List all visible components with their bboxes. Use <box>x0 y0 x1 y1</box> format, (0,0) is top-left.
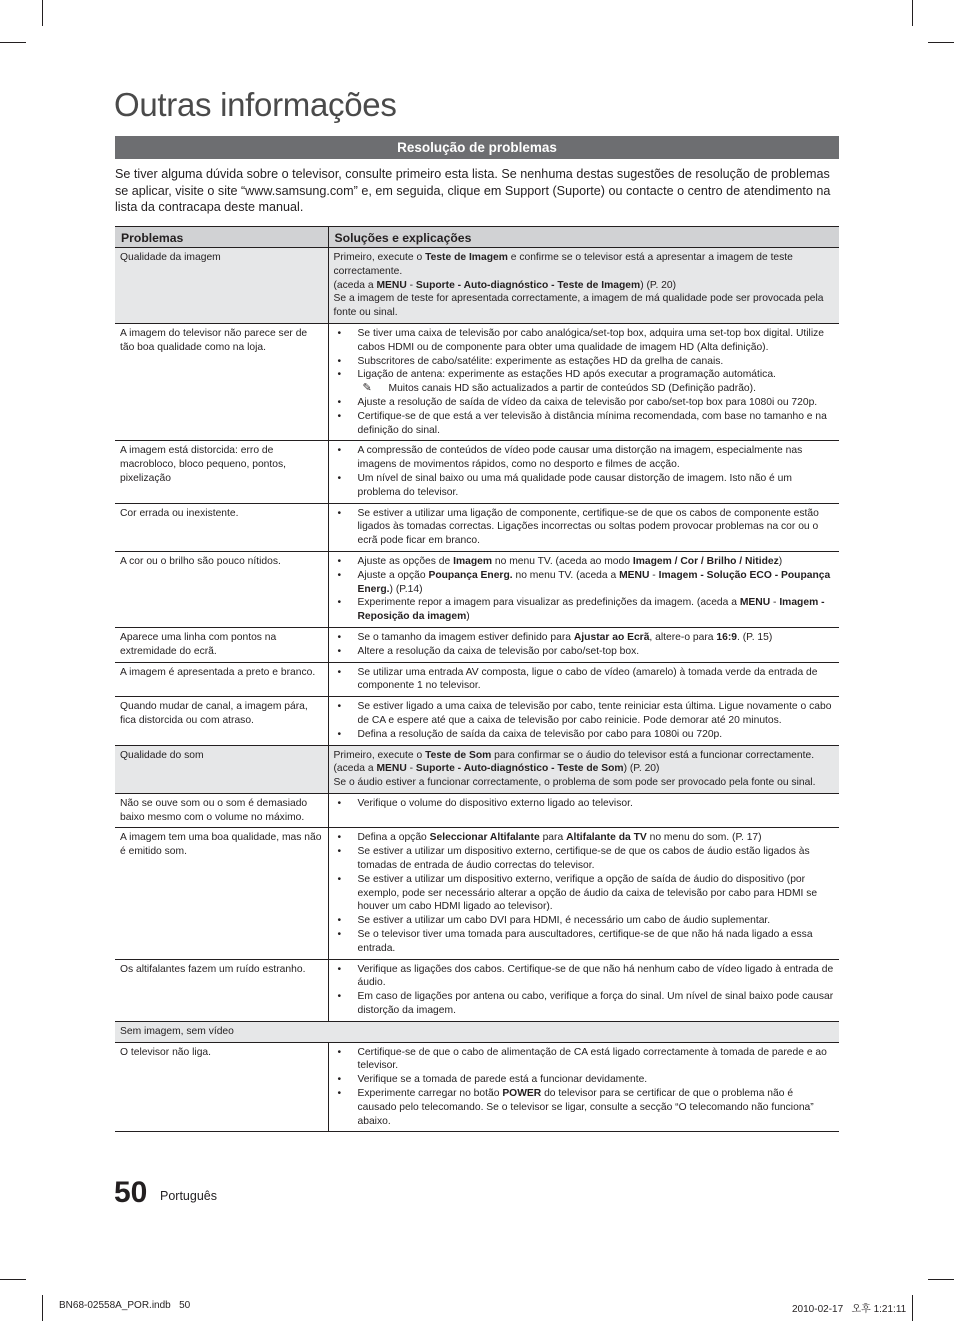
text-run: Altere a resolução da caixa de televisão por cabo/set-top box. <box>357 645 640 657</box>
table-row <box>115 323 839 440</box>
bold-text: MENU <box>376 279 407 291</box>
solution-bullet <box>334 845 835 873</box>
text-run: Se tiver uma caixa de televisão por cabo analógica/set-top box, adquira uma set-top box digital. Utilize cabos HDMI ou de componente para obter uma qualidade de imagem HD (Alta definição). <box>357 327 824 353</box>
solution-bullet <box>334 396 835 410</box>
solution-list <box>334 797 835 811</box>
crop-mark <box>0 42 26 43</box>
problem-cell: A cor ou o brilho são pouco nítidos. <box>115 551 328 627</box>
solution-bullet <box>334 666 835 694</box>
text-run: - <box>406 279 416 291</box>
solution-cell <box>328 745 839 793</box>
text-run: Certifique-se de que está a ver televisão à distância mínima recomendada, com base no tamanho e na definição do sinal. <box>357 410 827 436</box>
text-run: Defina a resolução de saída da caixa de televisão por cabo para 1080i ou 720p. <box>357 728 723 740</box>
solution-paragraph <box>334 292 835 320</box>
solution-bullet <box>334 700 835 728</box>
solution-list <box>334 1046 835 1129</box>
solution-bullet <box>334 645 835 659</box>
text-run: A compressão de conteúdos de vídeo pode causar uma distorção na imagem, especialmente nas imagens de movimentos rápidos, como no desporto e filmes de acção. <box>357 445 803 471</box>
table-row <box>115 503 839 551</box>
bold-text: Imagem / Cor / Brilho / Nitidez <box>632 555 779 567</box>
text-run: Se estiver a utilizar um dispositivo externo, certifique-se de que os cabos de áudio estão ligados às tomadas de entrada de áudio correctas do televisor. <box>357 846 810 872</box>
problem-cell: A imagem é apresentada a preto e branco. <box>115 662 328 697</box>
text-run: Ligação de antena: experimente as estações HD após executar a programação automática. <box>357 369 776 381</box>
solution-paragraph <box>334 762 835 776</box>
note-item <box>334 382 835 396</box>
solution-bullet <box>334 327 835 355</box>
bold-text: MENU <box>619 569 650 581</box>
text-run: , altere-o para <box>649 631 717 643</box>
column-header-problems: Problemas <box>115 227 328 248</box>
solution-cell <box>328 697 839 745</box>
text-run: (aceda a <box>333 279 377 291</box>
crop-mark <box>0 1279 26 1280</box>
table-row <box>115 248 839 324</box>
solution-bullet <box>334 928 835 956</box>
text-run: Um nível de sinal baixo ou uma má qualidade pode causar distorção de imagem. Isto não é um problema do televisor. <box>357 472 792 498</box>
problem-cell: Aparece uma linha com pontos na extremidade do ecrã. <box>115 627 328 662</box>
solution-list <box>334 963 835 1018</box>
text-run: Verifique o volume do dispositivo externo ligado ao televisor. <box>357 797 633 809</box>
solution-list <box>334 507 835 548</box>
solution-bullet <box>334 410 835 438</box>
table-row <box>115 697 839 745</box>
column-header-solutions: Soluções e explicações <box>328 227 839 248</box>
solution-bullet <box>334 1073 835 1087</box>
solution-cell <box>328 828 839 959</box>
problem-cell: Não se ouve som ou o som é demasiado baixo mesmo com o volume no máximo. <box>115 793 328 828</box>
solution-list <box>334 666 835 694</box>
page-title: Outras informações <box>114 86 397 123</box>
text-run: no menu TV. (aceda a <box>512 569 620 581</box>
solution-list <box>334 444 835 499</box>
text-run: Verifique se a tomada de parede está a funcionar devidamente. <box>357 1074 648 1086</box>
intro-paragraph: Se tiver alguma dúvida sobre o televisor, consulte primeiro esta lista. Se nenhuma destas sugestões de resolução de problemas se aplicar, visite o site “www.samsung.com” e, em seguida, clique em Support (Suporte) ou contacte o centro de atendimento na lista da contracapa deste manual. <box>115 167 831 214</box>
solution-cell <box>328 1042 839 1132</box>
bold-text: POWER <box>502 1088 542 1100</box>
bold-text: Poupança Energ. <box>428 569 513 581</box>
bold-text: Imagem - Solução ECO - Poupança Energ. <box>357 569 831 595</box>
solution-list <box>334 831 835 955</box>
solution-bullet <box>334 728 835 742</box>
solution-bullet <box>334 831 835 845</box>
solution-paragraph <box>334 776 835 790</box>
bold-text: Suporte - Auto-diagnóstico - Teste de Som <box>415 763 624 775</box>
text-run: - <box>649 569 659 581</box>
bold-text: Suporte - Auto-diagnóstico - Teste de Imagem <box>415 279 641 291</box>
problem-cell: A imagem está distorcida: erro de macrobloco, bloco pequeno, pontos, pixelização <box>115 441 328 503</box>
table-row <box>115 1021 839 1042</box>
text-run: Ajuste as opções de <box>357 555 454 567</box>
solution-list <box>334 631 835 659</box>
text-run: Se utilizar uma entrada AV composta, ligue o cabo de vídeo (amarelo) à tomada verde da entrada de componente 1 no televisor. <box>357 666 818 692</box>
solution-cell <box>328 627 839 662</box>
text-run: Se estiver a utilizar um dispositivo externo, verifique a opção de saída de áudio do dispositivo (por exemplo, pode ser necessário alterar a opção de áudio da caixa de televisão por cabo para HDMI se houver um cabo HDMI ligado ao televisor). <box>357 873 818 913</box>
solution-cell <box>328 248 839 324</box>
crop-mark <box>42 1295 43 1321</box>
text-run: Em caso de ligações por antena ou cabo, verifique a força do sinal. Um nível de sinal baixo pode causar distorção da imagem. <box>357 991 834 1017</box>
crop-mark <box>928 1279 954 1280</box>
text-run: ) (P.14) <box>389 583 423 595</box>
crop-mark <box>42 0 43 26</box>
solution-bullet <box>334 596 835 624</box>
text-run: Subscritores de cabo/satélite: experimente as estações HD da grelha de canais. <box>357 355 724 367</box>
table-header-row <box>115 227 839 248</box>
text-run: Muitos canais HD são actualizados a partir de conteúdos SD (Definição padrão). <box>388 383 756 395</box>
table-row <box>115 551 839 627</box>
text-run: Defina a opção <box>357 832 430 844</box>
solution-cell <box>328 441 839 503</box>
table-row <box>115 1042 839 1132</box>
text-run: do televisor para se certificar de que o problema não é causado pelo telecomando. Se o televisor se ligar, consulte a secção “O telecomando não funciona” abaixo. <box>357 1088 814 1127</box>
text-run: (aceda a <box>333 763 377 775</box>
table-row <box>115 441 839 503</box>
table-row <box>115 959 839 1021</box>
text-run: Se estiver ligado a uma caixa de televisão por cabo, tente reiniciar esta última. Ligue novamente o cabo de CA e espere até que a caixa de televisão por cabo reinicie. Pode demorar até 20 minutos. <box>357 701 832 726</box>
text-run: ) <box>778 555 783 567</box>
bold-text: Seleccionar Altifalante <box>429 832 540 844</box>
solution-paragraph <box>334 251 835 279</box>
bold-text: Ajustar ao Ecrã <box>573 631 650 643</box>
text-run: e confirme se o televisor está a apresentar a imagem de teste correctamente. <box>333 252 793 277</box>
problem-cell: A imagem do televisor não parece ser de tão boa qualidade como na loja. <box>115 323 328 440</box>
bold-text: Imagem - Reposição da imagem <box>357 597 825 623</box>
crop-mark <box>912 1295 913 1321</box>
text-run: Ajuste a opção <box>357 569 429 581</box>
text-run: Se a imagem de teste for apresentada correctamente, a imagem de má qualidade pode ser provocada pela fonte ou sinal. <box>333 293 824 319</box>
text-run: ) (P. 20) <box>623 763 660 775</box>
solution-bullet <box>334 963 835 991</box>
text-run: Se estiver a utilizar um cabo DVI para HDMI, é necessário um cabo de áudio suplementar. <box>357 915 771 927</box>
solution-bullet <box>334 914 835 928</box>
solution-cell <box>328 503 839 551</box>
text-run: Verifique as ligações dos cabos. Certifique-se de que não há nenhum cabo de vídeo ligado à entrada de áudio. <box>357 963 834 989</box>
bold-text: Altifalante da TV <box>566 832 647 844</box>
solution-bullet <box>334 472 835 500</box>
solution-list <box>334 327 835 437</box>
print-file-info: BN68-02558A_POR.indb 50 <box>59 1300 191 1311</box>
table-row <box>115 662 839 697</box>
solution-list <box>334 555 835 624</box>
text-run: ) (P. 20) <box>640 279 677 291</box>
solution-paragraph <box>334 749 835 763</box>
solution-bullet <box>334 355 835 369</box>
text-run: . (P. 15) <box>737 631 773 643</box>
text-run: - <box>770 597 780 609</box>
solution-bullet <box>334 873 835 914</box>
text-run: Ajuste a resolução de saída de vídeo da caixa de televisão por cabo/set-top box para 1080i ou 720p. <box>357 396 818 408</box>
troubleshooting-table <box>115 226 839 1132</box>
text-run: Se o áudio estiver a funcionar correctamente, o problema de som pode ser provocado pela fonte ou sinal. <box>333 777 816 789</box>
crop-mark <box>912 0 913 26</box>
problem-cell: Quando mudar de canal, a imagem pára, fica distorcida ou com atraso. <box>115 697 328 745</box>
text-run: no menu TV. (aceda ao modo <box>492 555 633 567</box>
bold-text: Imagem <box>453 555 493 567</box>
table-row <box>115 793 839 828</box>
text-run: Primeiro, execute o <box>333 252 426 263</box>
text-run: no menu do som. (P. 17) <box>646 832 762 844</box>
bold-text: MENU <box>376 763 407 775</box>
solution-bullet <box>334 555 835 569</box>
text-run: Experimente carregar no botão <box>357 1088 503 1100</box>
category-row-label: Sem imagem, sem vídeo <box>115 1021 839 1042</box>
problem-cell: Qualidade do som <box>115 745 328 793</box>
text-run: para <box>539 832 567 844</box>
solution-bullet <box>334 990 835 1018</box>
table-row <box>115 745 839 793</box>
solution-bullet <box>334 569 835 597</box>
solution-bullet <box>334 368 835 382</box>
solution-paragraph <box>334 279 835 293</box>
solution-cell <box>328 793 839 828</box>
crop-mark <box>928 42 954 43</box>
bold-text: Teste de Imagem <box>425 252 508 263</box>
page-number: 50 <box>114 1176 148 1209</box>
table-body <box>115 248 839 1132</box>
solution-bullet <box>334 507 835 548</box>
solution-cell <box>328 959 839 1021</box>
solution-bullet <box>334 444 835 472</box>
problem-cell: A imagem tem uma boa qualidade, mas não é emitido som. <box>115 828 328 959</box>
bold-text: MENU <box>739 597 771 609</box>
table-row <box>115 627 839 662</box>
text-run: Se o tamanho da imagem estiver definido para <box>357 631 574 643</box>
solution-cell <box>328 662 839 697</box>
table-row <box>115 828 839 959</box>
print-date-info: 2010-02-17 오후 1:21:11 <box>792 1304 907 1315</box>
solution-list <box>334 700 835 741</box>
text-run: Primeiro, execute o <box>333 749 426 761</box>
text-run: - <box>406 763 416 775</box>
text-run: ) <box>466 611 470 623</box>
solution-bullet <box>334 797 835 811</box>
problem-cell: Cor errada ou inexistente. <box>115 503 328 551</box>
text-run: Se estiver a utilizar uma ligação de componente, certifique-se de que os cabos de componente estão ligados às tomadas correctas. Ligações incorrectas ou soltas podem provocar problemas na cor ou o ecrã pode ficar em branco. <box>357 507 819 547</box>
problem-cell: Qualidade da imagem <box>115 248 328 324</box>
bold-text: 16:9 <box>716 631 737 643</box>
solution-cell <box>328 551 839 627</box>
problem-cell: Os altifalantes fazem um ruído estranho. <box>115 959 328 1021</box>
solution-bullet <box>334 1087 835 1128</box>
text-run: para confirmar se o áudio do televisor está a funcionar correctamente. <box>491 749 815 761</box>
solution-cell <box>328 323 839 440</box>
text-run: Certifique-se de que o cabo de alimentação de CA está ligado correctamente à tomada de parede e ao televisor. <box>357 1046 827 1072</box>
footer-language: Português <box>160 1189 217 1203</box>
solution-bullet <box>334 1046 835 1074</box>
text-run: Experimente repor a imagem para visualizar as predefinições da imagem. (aceda a <box>357 597 740 609</box>
solution-bullet <box>334 631 835 645</box>
section-heading: Resolução de problemas <box>115 136 839 159</box>
bold-text: Teste de Som <box>425 749 492 761</box>
problem-cell: O televisor não liga. <box>115 1042 328 1132</box>
text-run: Se o televisor tiver uma tomada para auscultadores, certifique-se de que não há nada ligado a essa entrada. <box>357 929 813 954</box>
